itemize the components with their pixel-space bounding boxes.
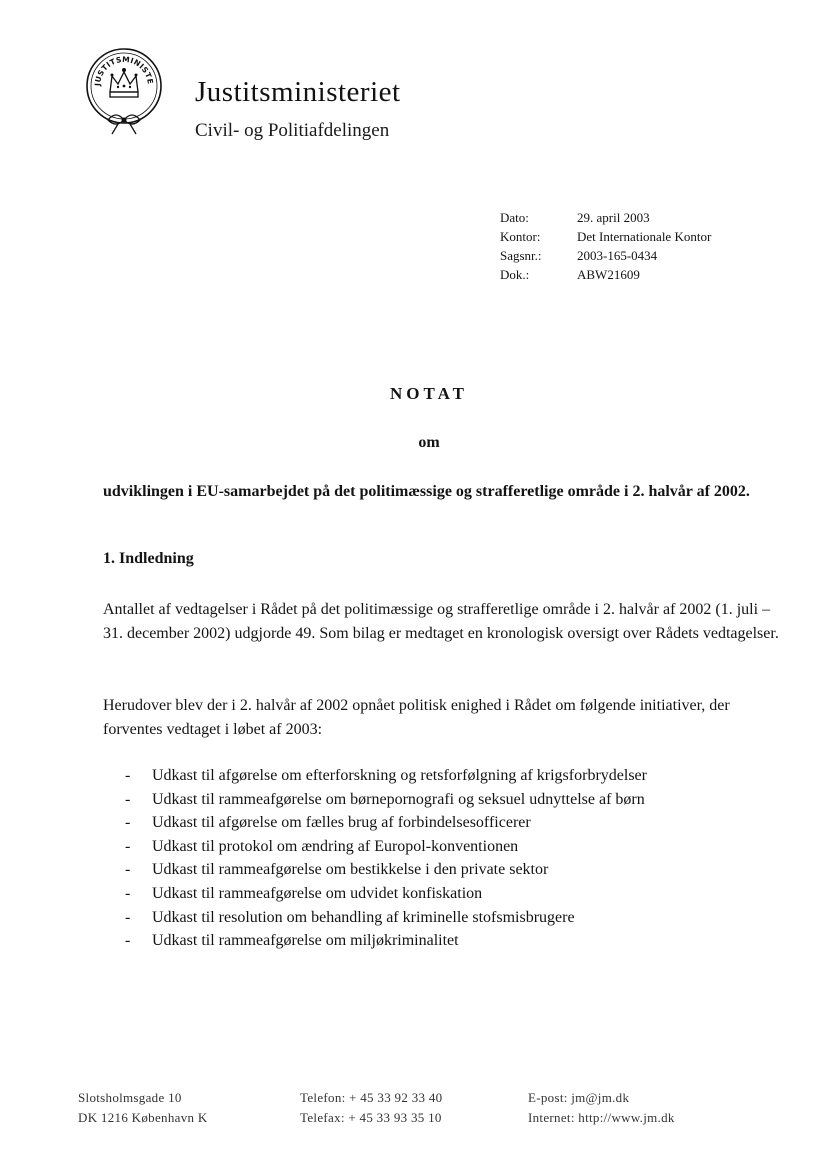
svg-text:JUSTITSMINISTERIET: JUSTITSMINISTE (92, 54, 156, 87)
footer-contact (528, 1088, 675, 1128)
document-metadata (500, 208, 711, 284)
metadata-label: Dok.: (500, 267, 530, 282)
metadata-row-office (500, 227, 711, 246)
footer-email: E-post: jm@jm.dk (528, 1090, 630, 1105)
list-item-text: Udkast til afgørelse om efterforskning og retsforfølgning af krigsforbrydelser (152, 767, 647, 784)
body-paragraph: Herudover blev der i 2. halvår af 2002 opnået politisk enighed i Rådet om følgende initiativer, der forventes vedtaget i løbet af 2003: (103, 697, 730, 738)
metadata-label: Kontor: (500, 229, 541, 244)
footer-website: Internet: http://www.jm.dk (528, 1110, 675, 1125)
footer-street: Slotsholmsgade 10 (78, 1090, 182, 1105)
body-paragraph: Antallet af vedtagelser i Rådet på det politimæssige og strafferetlige område i 2. halvår af 2002 (1. juli – 31. december 2002) udgjorde 49. Som bilag er medtaget en kronologisk oversigt over Rådets vedtagelser. (103, 601, 779, 642)
footer-phone (300, 1088, 442, 1128)
list-item-text: Udkast til rammeafgørelse om udvidet konfiskation (152, 884, 483, 902)
metadata-value: Det Internationale Kontor (577, 229, 712, 244)
department-name: Civil- og Politiafdelingen (195, 120, 390, 141)
footer-telephone: Telefon: + 45 33 92 33 40 (300, 1090, 443, 1105)
document-subject: udviklingen i EU-samarbejdet på det politimæssige og strafferetlige område i 2. halvår af 2002. (103, 483, 750, 500)
bullet-dash: - (125, 884, 131, 902)
organization-name: Justitsministeriet (195, 76, 401, 108)
section-heading: 1. Indledning (103, 550, 194, 567)
list-item (125, 788, 647, 812)
list-item-text: Udkast til afgørelse om fælles brug af forbindelsesofficerer (152, 814, 531, 832)
bullet-dash: - (125, 767, 131, 784)
bullet-dash: - (125, 932, 131, 950)
bullet-dash: - (125, 861, 131, 879)
list-item (125, 906, 647, 930)
list-item-text: Udkast til rammeafgørelse om bestikkelse i den private sektor (152, 861, 549, 879)
metadata-row-date (500, 208, 711, 227)
list-item (125, 811, 647, 835)
list-item-text: Udkast til protokol om ændring af Europol-konventionen (152, 837, 519, 855)
bullet-dash: - (125, 814, 131, 832)
list-item (125, 764, 647, 788)
list-item (125, 835, 647, 859)
document-type-heading: NOTAT (390, 384, 468, 403)
metadata-row-case-number (500, 246, 711, 265)
metadata-row-document (500, 265, 711, 284)
list-item (125, 929, 647, 953)
list-item-text: Udkast til rammeafgørelse om børnepornografi og seksuel udnyttelse af børn (152, 790, 645, 808)
metadata-label: Dato: (500, 210, 529, 225)
footer-city: DK 1216 København K (78, 1110, 208, 1125)
metadata-label: Sagsnr.: (500, 248, 542, 263)
footer-address (78, 1088, 208, 1128)
list-item (125, 858, 647, 882)
metadata-value: ABW21609 (577, 267, 640, 282)
bullet-dash: - (125, 837, 131, 855)
list-item-text: Udkast til rammeafgørelse om miljøkriminalitet (152, 932, 459, 950)
crown-seal-icon (78, 40, 170, 140)
list-item (125, 882, 647, 906)
bullet-dash: - (125, 790, 131, 808)
list-item-text: Udkast til resolution om behandling af kriminelle stofsmisbrugere (152, 908, 575, 926)
metadata-value: 29. april 2003 (577, 210, 650, 225)
footer-telefax: Telefax: + 45 33 93 35 10 (300, 1110, 442, 1125)
title-connector: om (418, 434, 440, 451)
bullet-dash: - (125, 908, 131, 926)
metadata-value: 2003-165-0434 (577, 248, 658, 263)
initiatives-list (125, 764, 647, 953)
